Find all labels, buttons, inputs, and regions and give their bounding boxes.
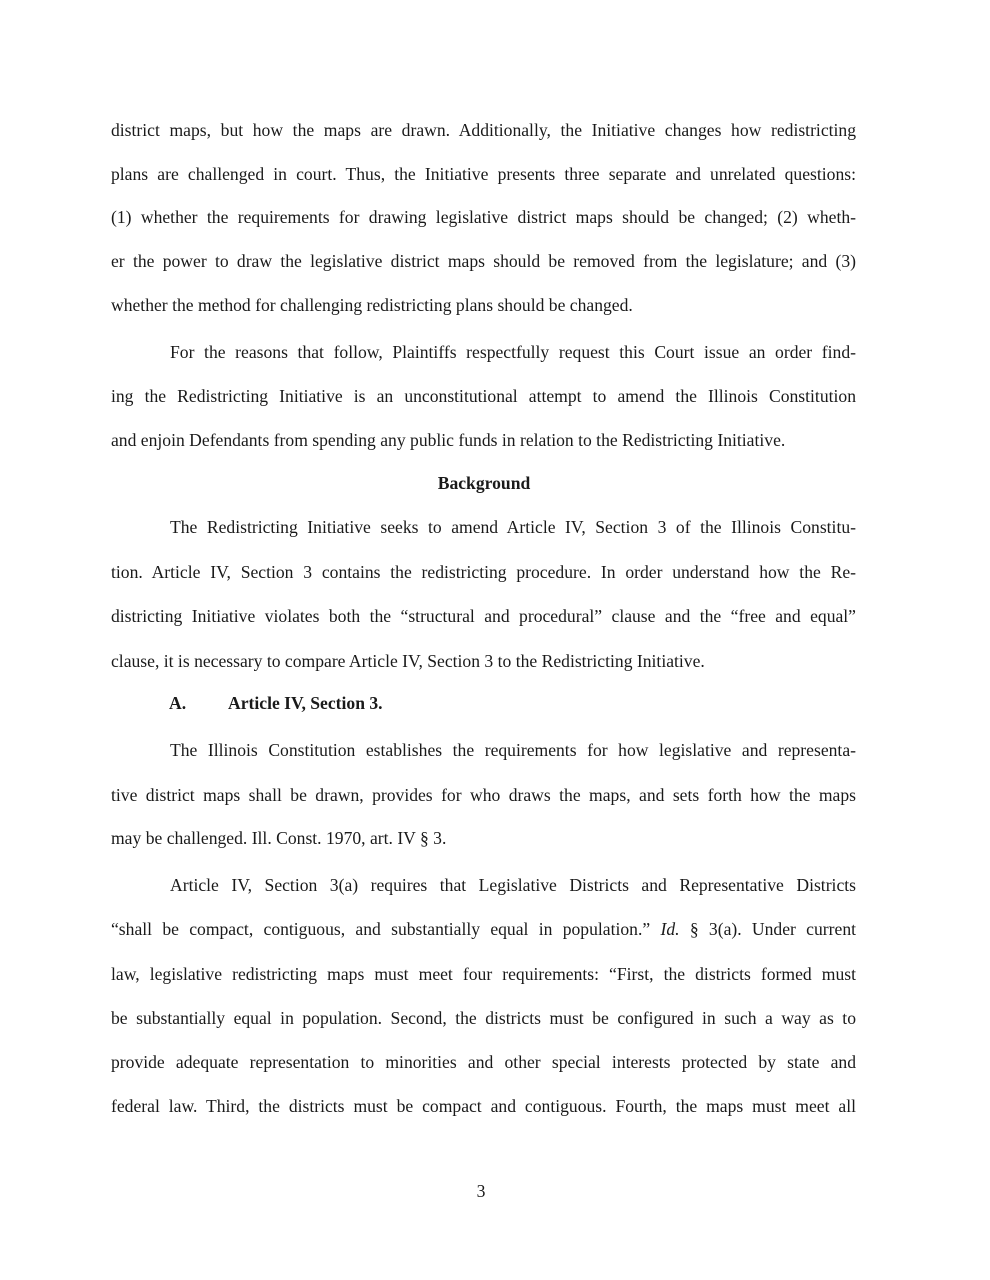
text-line: tion. Article IV, Section 3 contains the redistricting procedure. In order understand how the Re- [111, 562, 856, 582]
text-line: districting Initiative violates both the “structural and procedural” clause and the “free and equal” [111, 606, 856, 626]
subheading-title: Article IV, Section 3. [228, 693, 383, 713]
text-line: ing the Redistricting Initiative is an unconstitutional attempt to amend the Illinois Constitution [111, 386, 856, 406]
citation-section: § 3(a). Under current [689, 919, 857, 939]
text-line: plans are challenged in court. Thus, the Initiative presents three separate and unrelated questions: [111, 164, 856, 184]
text-line-with-citation [111, 918, 856, 940]
text-line: tive district maps shall be drawn, provides for who draws the maps, and sets forth how the maps [111, 785, 856, 805]
text-line: For the reasons that follow, Plaintiffs respectfully request this Court issue an order find- [170, 342, 856, 362]
citation-id: Id. [660, 919, 680, 939]
text-line: law, legislative redistricting maps must meet four requirements: “First, the districts formed must [111, 964, 856, 984]
text-line: district maps, but how the maps are drawn. Additionally, the Initiative changes how redistricting [111, 120, 856, 140]
text-line: The Redistricting Initiative seeks to amend Article IV, Section 3 of the Illinois Constitu- [170, 517, 856, 537]
text-line: provide adequate representation to minorities and other special interests protected by state and [111, 1052, 856, 1072]
page-number: 3 [476, 1181, 486, 1201]
text-line: federal law. Third, the districts must be compact and contiguous. Fourth, the maps must meet all [111, 1096, 856, 1116]
text-line: (1) whether the requirements for drawing legislative district maps should be changed; (2) wheth- [111, 207, 856, 227]
text-line: whether the method for challenging redistricting plans should be changed. [111, 295, 633, 315]
text-line: be substantially equal in population. Second, the districts must be configured in such a way as to [111, 1008, 856, 1028]
text-line: clause, it is necessary to compare Article IV, Section 3 to the Redistricting Initiative. [111, 651, 705, 671]
text-line: and enjoin Defendants from spending any public funds in relation to the Redistricting Initiative. [111, 430, 786, 450]
section-heading: Background [437, 473, 531, 493]
text-line: Article IV, Section 3(a) requires that Legislative Districts and Representative Districts [170, 875, 856, 895]
text-line: The Illinois Constitution establishes the requirements for how legislative and representa- [170, 740, 856, 760]
text-line: er the power to draw the legislative district maps should be removed from the legislature; and (3) [111, 251, 856, 271]
text-line: may be challenged. Ill. Const. 1970, art. IV § 3. [111, 828, 447, 848]
subheading-label: A. [169, 693, 187, 713]
quote-text: “shall be compact, contiguous, and substantially equal in population.” [111, 919, 651, 939]
